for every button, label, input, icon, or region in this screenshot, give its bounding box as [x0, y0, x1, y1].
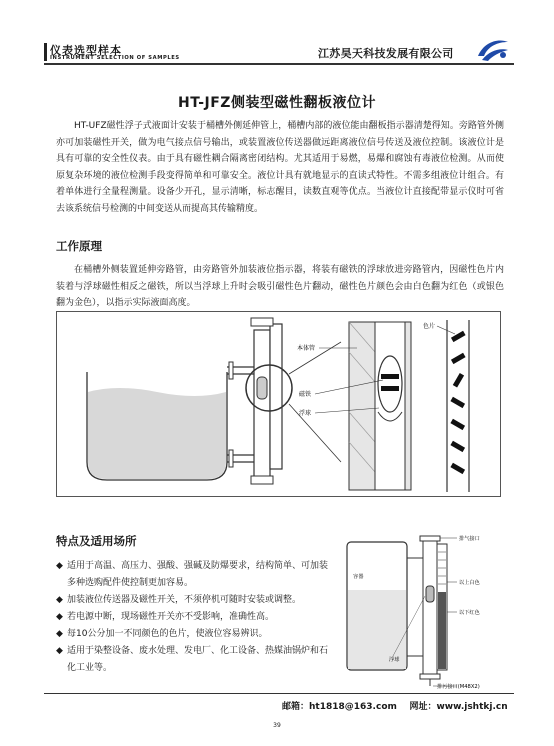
email-link[interactable]: ht1818@163.com	[309, 702, 397, 712]
principle-paragraph: 在桶槽外侧装置延伸旁路管，由旁路管外加装液位指示器，将装有磁铁的浮球放进旁路管内，因磁性色片内装着与浮球磁性相反之磁铁，所以当浮球上升时会吸引磁性色片翻动，磁性色片颜色会由白色翻为红色（或银色翻为金色），以指示实际液面高度。	[56, 265, 504, 308]
label-vessel: 容器	[353, 574, 364, 580]
email-label: 邮箱：	[282, 702, 310, 712]
label-float-ball: 浮球	[389, 657, 400, 663]
bullet-icon: ◆	[56, 629, 63, 639]
application-diagram	[333, 528, 503, 690]
intro-paragraph: HT-UFZ磁性浮子式液面计安装于桶槽外侧延伸管上，桶槽内部的液位能由翻板指示器清楚得知。旁路管外侧亦可加装磁性开关，做为电气接点信号输出，或装置液位传送器做远距离液位信号传送及液位控制。该液位计是具有可靠的安全性仪表。由于具有磁性耦合隔离密闭结构。尤其适用于易燃，易爆和腐蚀有毒液位检测。从而使原复杂环境的液位检测手段变得简单和可靠安全。液位计具有就地显示的直读式特性。不需多组液位计组合。有着单体进行全量程测量。设备少开孔，显示清晰，标志醒目，读数直观等优点。当液位计直接配带显示仪时可省去该系统信号检测的中间变送从而提高其传输精度。	[56, 121, 504, 214]
bullet-icon: ◆	[56, 646, 63, 656]
page-number: 39	[273, 722, 281, 729]
bullet-icon: ◆	[56, 595, 63, 605]
label-color-flap: 色片	[422, 323, 435, 330]
principle-diagram	[56, 311, 501, 497]
label-top-port: 排气接口	[459, 536, 480, 542]
site-link[interactable]: www.jshtkj.cn	[436, 702, 508, 712]
company-name: 江苏昊天科技发展有限公司	[318, 47, 454, 60]
label-drain-port: 排污接口(M48X2)	[437, 684, 480, 690]
list-item: ◆ 每10公分加一不同颜色的色片，使液位容易辨识。	[56, 626, 331, 643]
header-accent-bar	[44, 43, 47, 61]
label-float: 浮球	[298, 410, 311, 417]
label-above-white: 以上白色	[459, 580, 480, 586]
site-label: 网址：	[409, 702, 437, 712]
swoosh-logo-icon	[476, 36, 510, 62]
footer-contact	[282, 699, 508, 712]
principle-heading: 工作原理	[56, 239, 102, 253]
principle-diagram-svg	[57, 312, 500, 496]
catalog-title-cn: 仪表选型样本	[50, 44, 122, 57]
header-rule	[44, 63, 514, 65]
bullet-icon: ◆	[56, 612, 63, 622]
list-item: ◆ 适用于高温、高压力、强酸、强碱及防爆要求，结构简单、可加装多种选购配件使控制更加容易。	[56, 558, 331, 592]
page-title: HT-JFZ侧装型磁性翻板液位计	[178, 95, 376, 111]
list-item: ◆ 加装液位传送器及磁性开关，不须停机可随时安装或调整。	[56, 592, 331, 609]
catalog-title-en: INSTRUMENT SELECTION OF SAMPLES	[50, 55, 180, 61]
bullet-icon: ◆	[56, 561, 63, 571]
label-below-red: 以下红色	[459, 610, 480, 616]
features-list	[56, 558, 331, 677]
label-magnet: 磁铁	[298, 391, 311, 398]
list-item: ◆ 适用于染整设备、废水处理、发电厂、化工设备、热媒油锅炉和石化工业等。	[56, 643, 331, 677]
label-body-tube: 本体管	[296, 345, 315, 352]
list-item: ◆ 若电源中断，现场磁性开关亦不受影响，准确性高。	[56, 609, 331, 626]
features-heading: 特点及适用场所	[56, 534, 137, 548]
footer-rule	[44, 693, 514, 694]
